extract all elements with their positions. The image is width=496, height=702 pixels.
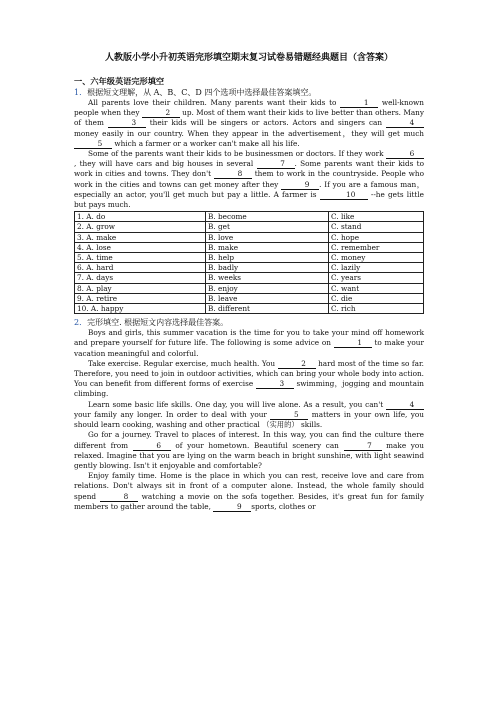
passage-text: swimming，jogging and mountain climbing. — [74, 379, 424, 399]
option-cell: 5. A. time — [75, 253, 206, 263]
option-row — [75, 212, 424, 222]
passage-text: All parents love their children. Many parents want their kids to — [88, 98, 341, 107]
answer-blank: 3 — [256, 379, 294, 389]
option-row — [75, 263, 424, 273]
passage-text: Learn some basic life skills. One day, you will live alone. As a result, you can't — [88, 399, 386, 409]
option-cell: B. different — [206, 304, 329, 314]
answer-blank: 5 — [74, 139, 112, 149]
option-row — [75, 253, 424, 263]
answer-blank: 6 — [133, 441, 171, 451]
answer-blank: 7 — [344, 441, 382, 451]
instruction-text: 完形填空. 根据短文内容选择最佳答案。 — [87, 318, 229, 328]
answer-blank: 10 — [320, 190, 368, 200]
passage-paragraph — [74, 98, 424, 149]
passage-text: Some of the parents want their kids to be businessmen or doctors. If they work — [88, 149, 386, 159]
passage-text: hard most of the time so far. Therefore, you need to join in outdoor activities, which can bring your whole body into action. You can benefit from different forms of exercise — [74, 358, 424, 389]
passage-paragraph — [74, 149, 424, 210]
passage-text: make you relaxed. Imagine that you are lying on the warm beach in bright sunshine, with light seawind gently blowing. Isn't it enjoyable and comfortable? — [74, 440, 424, 470]
passage-paragraph — [74, 471, 424, 512]
answer-blank: 4 — [386, 400, 424, 410]
option-cell: C. remember — [329, 242, 424, 252]
answer-blank: 6 — [386, 149, 424, 159]
passage-text: , they will have cars and big houses in several — [74, 159, 257, 169]
answer-blank: 8 — [214, 169, 252, 179]
answer-blank: 1 — [334, 338, 372, 348]
passage-text: money easily in our country. When they appear in the advertisement，they will get much — [74, 128, 424, 138]
document-page — [74, 52, 424, 512]
passage-text: their kids will be singers or actors. Actors and singers can — [145, 118, 386, 128]
passage-text: your family any longer. In order to deal with your — [74, 409, 271, 419]
option-cell: C. years — [329, 273, 424, 283]
option-cell: B. enjoy — [206, 283, 329, 293]
section-heading: 一、六年级英语完形填空 — [74, 76, 165, 86]
answer-blank: 3 — [108, 118, 146, 128]
option-cell: C. money — [329, 253, 424, 263]
option-cell: B. become — [206, 212, 329, 222]
option-row — [75, 304, 424, 314]
option-cell: B. love — [206, 232, 329, 242]
option-cell: 4. A. lose — [75, 242, 206, 252]
passage-text: of your hometown. Beautiful scenery can — [170, 440, 344, 450]
passage-paragraph — [74, 430, 424, 471]
answer-blank: 1 — [340, 98, 378, 108]
passage-text: Boys and girls, this summer vacation is the time for you to take your mind off homework and prepare yourself for future life. The following is some advice on — [74, 328, 424, 348]
answer-blank: 9 — [213, 502, 251, 512]
passage-text: up. Most of them want their kids to live better than others. Many of them — [74, 108, 424, 128]
passage-text: Take exercise. Regular exercise, much health. You — [88, 358, 278, 368]
passage-text: Go for a journey. Travel to places of interest. In this way, you can find the culture there different from — [74, 430, 424, 450]
option-cell: 10. A. happy — [75, 304, 206, 314]
answer-blank: 9 — [281, 180, 319, 190]
option-row — [75, 273, 424, 283]
option-row — [75, 283, 424, 293]
options-table — [74, 211, 424, 314]
passage-text: them to work in the countryside. People who work in the cities and towns can get money after they — [74, 169, 424, 189]
question-1-instruction — [74, 87, 424, 98]
passage-text: . Some parents want their kids to work in cities and towns. They don't — [74, 159, 424, 179]
option-cell: 2. A. grow — [75, 222, 206, 232]
option-cell: B. badly — [206, 263, 329, 273]
answer-blank: 5 — [270, 410, 308, 420]
option-cell: 9. A. retire — [75, 293, 206, 303]
passage-text: watching a movie on the sofa together. Besides, it's great fun for family members to gather around the table, — [74, 491, 424, 511]
passage-text: --he gets little but pays much. — [74, 189, 424, 210]
option-cell: C. rich — [329, 304, 424, 314]
passage-text: Enjoy family time. Home is the place in which you can rest, receive love and care from relations. Don't always sit in front of a computer alone. Instead, the whole family should spend — [74, 471, 424, 501]
option-cell: C. die — [329, 293, 424, 303]
option-cell: B. make — [206, 242, 329, 252]
option-cell: B. leave — [206, 293, 329, 303]
answer-blank: 7 — [257, 159, 295, 169]
option-cell: B. weeks — [206, 273, 329, 283]
option-cell: C. want — [329, 283, 424, 293]
document-title: 人教版小学小升初英语完形填空期末复习试卷易错题经典题目（含答案） — [104, 53, 393, 63]
option-cell: C. hope — [329, 232, 424, 242]
question-number: 2． — [74, 318, 88, 328]
option-cell: B. get — [206, 222, 329, 232]
passage-text: matters in your own life, you should learn cooking, washing and other practical （实用的） skills. — [74, 409, 425, 430]
option-cell: C. like — [329, 212, 424, 222]
option-cell: C. lazily — [329, 263, 424, 273]
answer-blank: 4 — [386, 118, 424, 128]
question-number: 1． — [74, 88, 88, 97]
option-cell: 3. A. make — [75, 232, 206, 242]
passage-paragraph — [74, 328, 424, 359]
instruction-text: 根据短文理解，从 A、B、C、D 四个选项中选择最佳答案填空。 — [87, 88, 317, 97]
passage-paragraph — [74, 400, 424, 431]
option-cell: 1. A. do — [75, 212, 206, 222]
option-row — [75, 222, 424, 232]
passage-text: well-known people when they — [74, 98, 425, 118]
passage-text: . If you are a famous man，especially an actor, you'll get much but pay a little. A farmer is — [74, 179, 425, 199]
question-2-instruction — [74, 317, 424, 328]
option-cell: 6. A. hard — [75, 263, 206, 273]
answer-blank: 2 — [278, 359, 316, 369]
passage-text: to make your vacation meaningful and colorful. — [74, 338, 424, 358]
option-cell: C. stand — [329, 222, 424, 232]
answer-blank: 8 — [100, 492, 138, 502]
option-row — [75, 293, 424, 303]
option-row — [75, 242, 424, 252]
passage-text: which a farmer or a worker can't make all his life. — [112, 138, 300, 148]
passage-text: sports, clothes or — [251, 501, 316, 511]
option-row — [75, 232, 424, 242]
option-cell: 8. A. play — [75, 283, 206, 293]
answer-blank: 2 — [142, 108, 180, 118]
option-cell: 7. A. days — [75, 273, 206, 283]
option-cell: B. help — [206, 253, 329, 263]
passage-paragraph — [74, 359, 424, 400]
